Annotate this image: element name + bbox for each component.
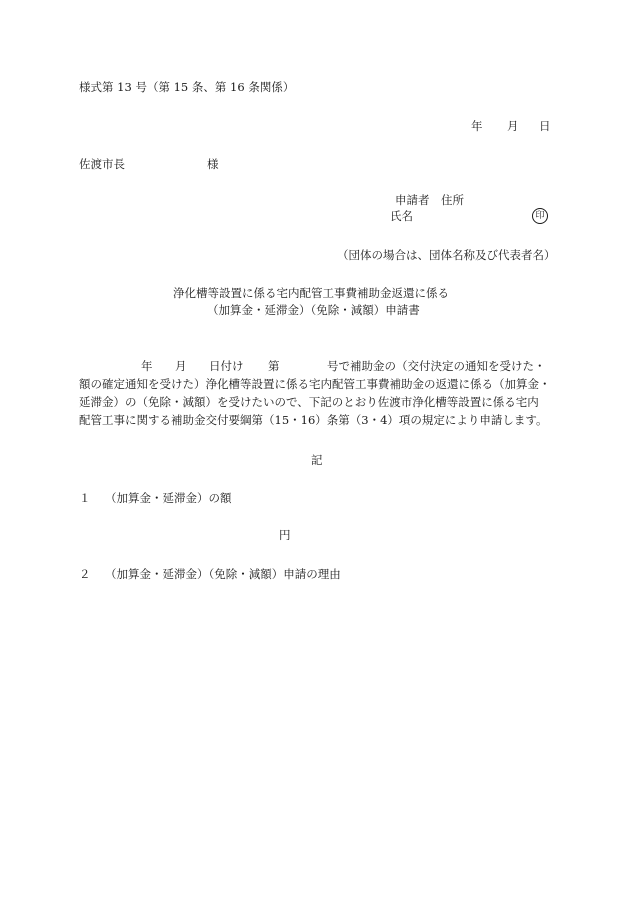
body-year: 年	[141, 359, 153, 373]
item2-label: （加算金・延滞金）（免除・減額）申請の理由	[105, 567, 341, 581]
item1-number: １	[79, 491, 91, 505]
addressee-honorific: 様	[207, 157, 219, 171]
date-month-label: 月	[507, 119, 519, 133]
organization-note: （団体の場合は、団体名称及び代表者名）	[337, 248, 556, 262]
date-day-label: 日	[539, 119, 551, 133]
body-month: 月	[175, 359, 187, 373]
body-line4: 配管工事に関する補助金交付要綱第（15・16）条第（3・4）項の規定により申請します。	[79, 413, 548, 427]
body-line3: 延滞金）の（免除・減額）を受けたいので、下記のとおり佐渡市浄化槽等設置に係る宅内	[79, 395, 539, 409]
applicant-address-label: 住所	[441, 193, 464, 207]
item2-number: ２	[79, 567, 91, 581]
ki-heading: 記	[311, 453, 323, 467]
applicant-name-label: 氏名	[390, 209, 413, 223]
document-title-line1: 浄化槽等設置に係る宅内配管工事費補助金返還に係る	[173, 286, 449, 300]
item1-label: （加算金・延滞金）の額	[105, 491, 232, 505]
body-line1-rest: 号で補助金の（交付決定の通知を受けた・	[327, 359, 546, 373]
document-title-line2: （加算金・延滞金）（免除・減額）申請書	[207, 303, 420, 317]
item1-unit: 円	[279, 528, 291, 542]
applicant-label: 申請者	[395, 193, 430, 207]
seal-mark: 印	[532, 208, 548, 224]
body-line2: 額の確定通知を受けた）浄化槽等設置に係る宅内配管工事費補助金の返還に係る（加算金・	[79, 377, 551, 391]
form-number: 様式第 13 号（第 15 条、第 16 条関係）	[79, 80, 295, 94]
body-dated: 日付け	[209, 359, 244, 373]
body-number-prefix: 第	[268, 359, 280, 373]
addressee-name: 佐渡市長	[79, 157, 125, 171]
date-year-label: 年	[471, 119, 483, 133]
